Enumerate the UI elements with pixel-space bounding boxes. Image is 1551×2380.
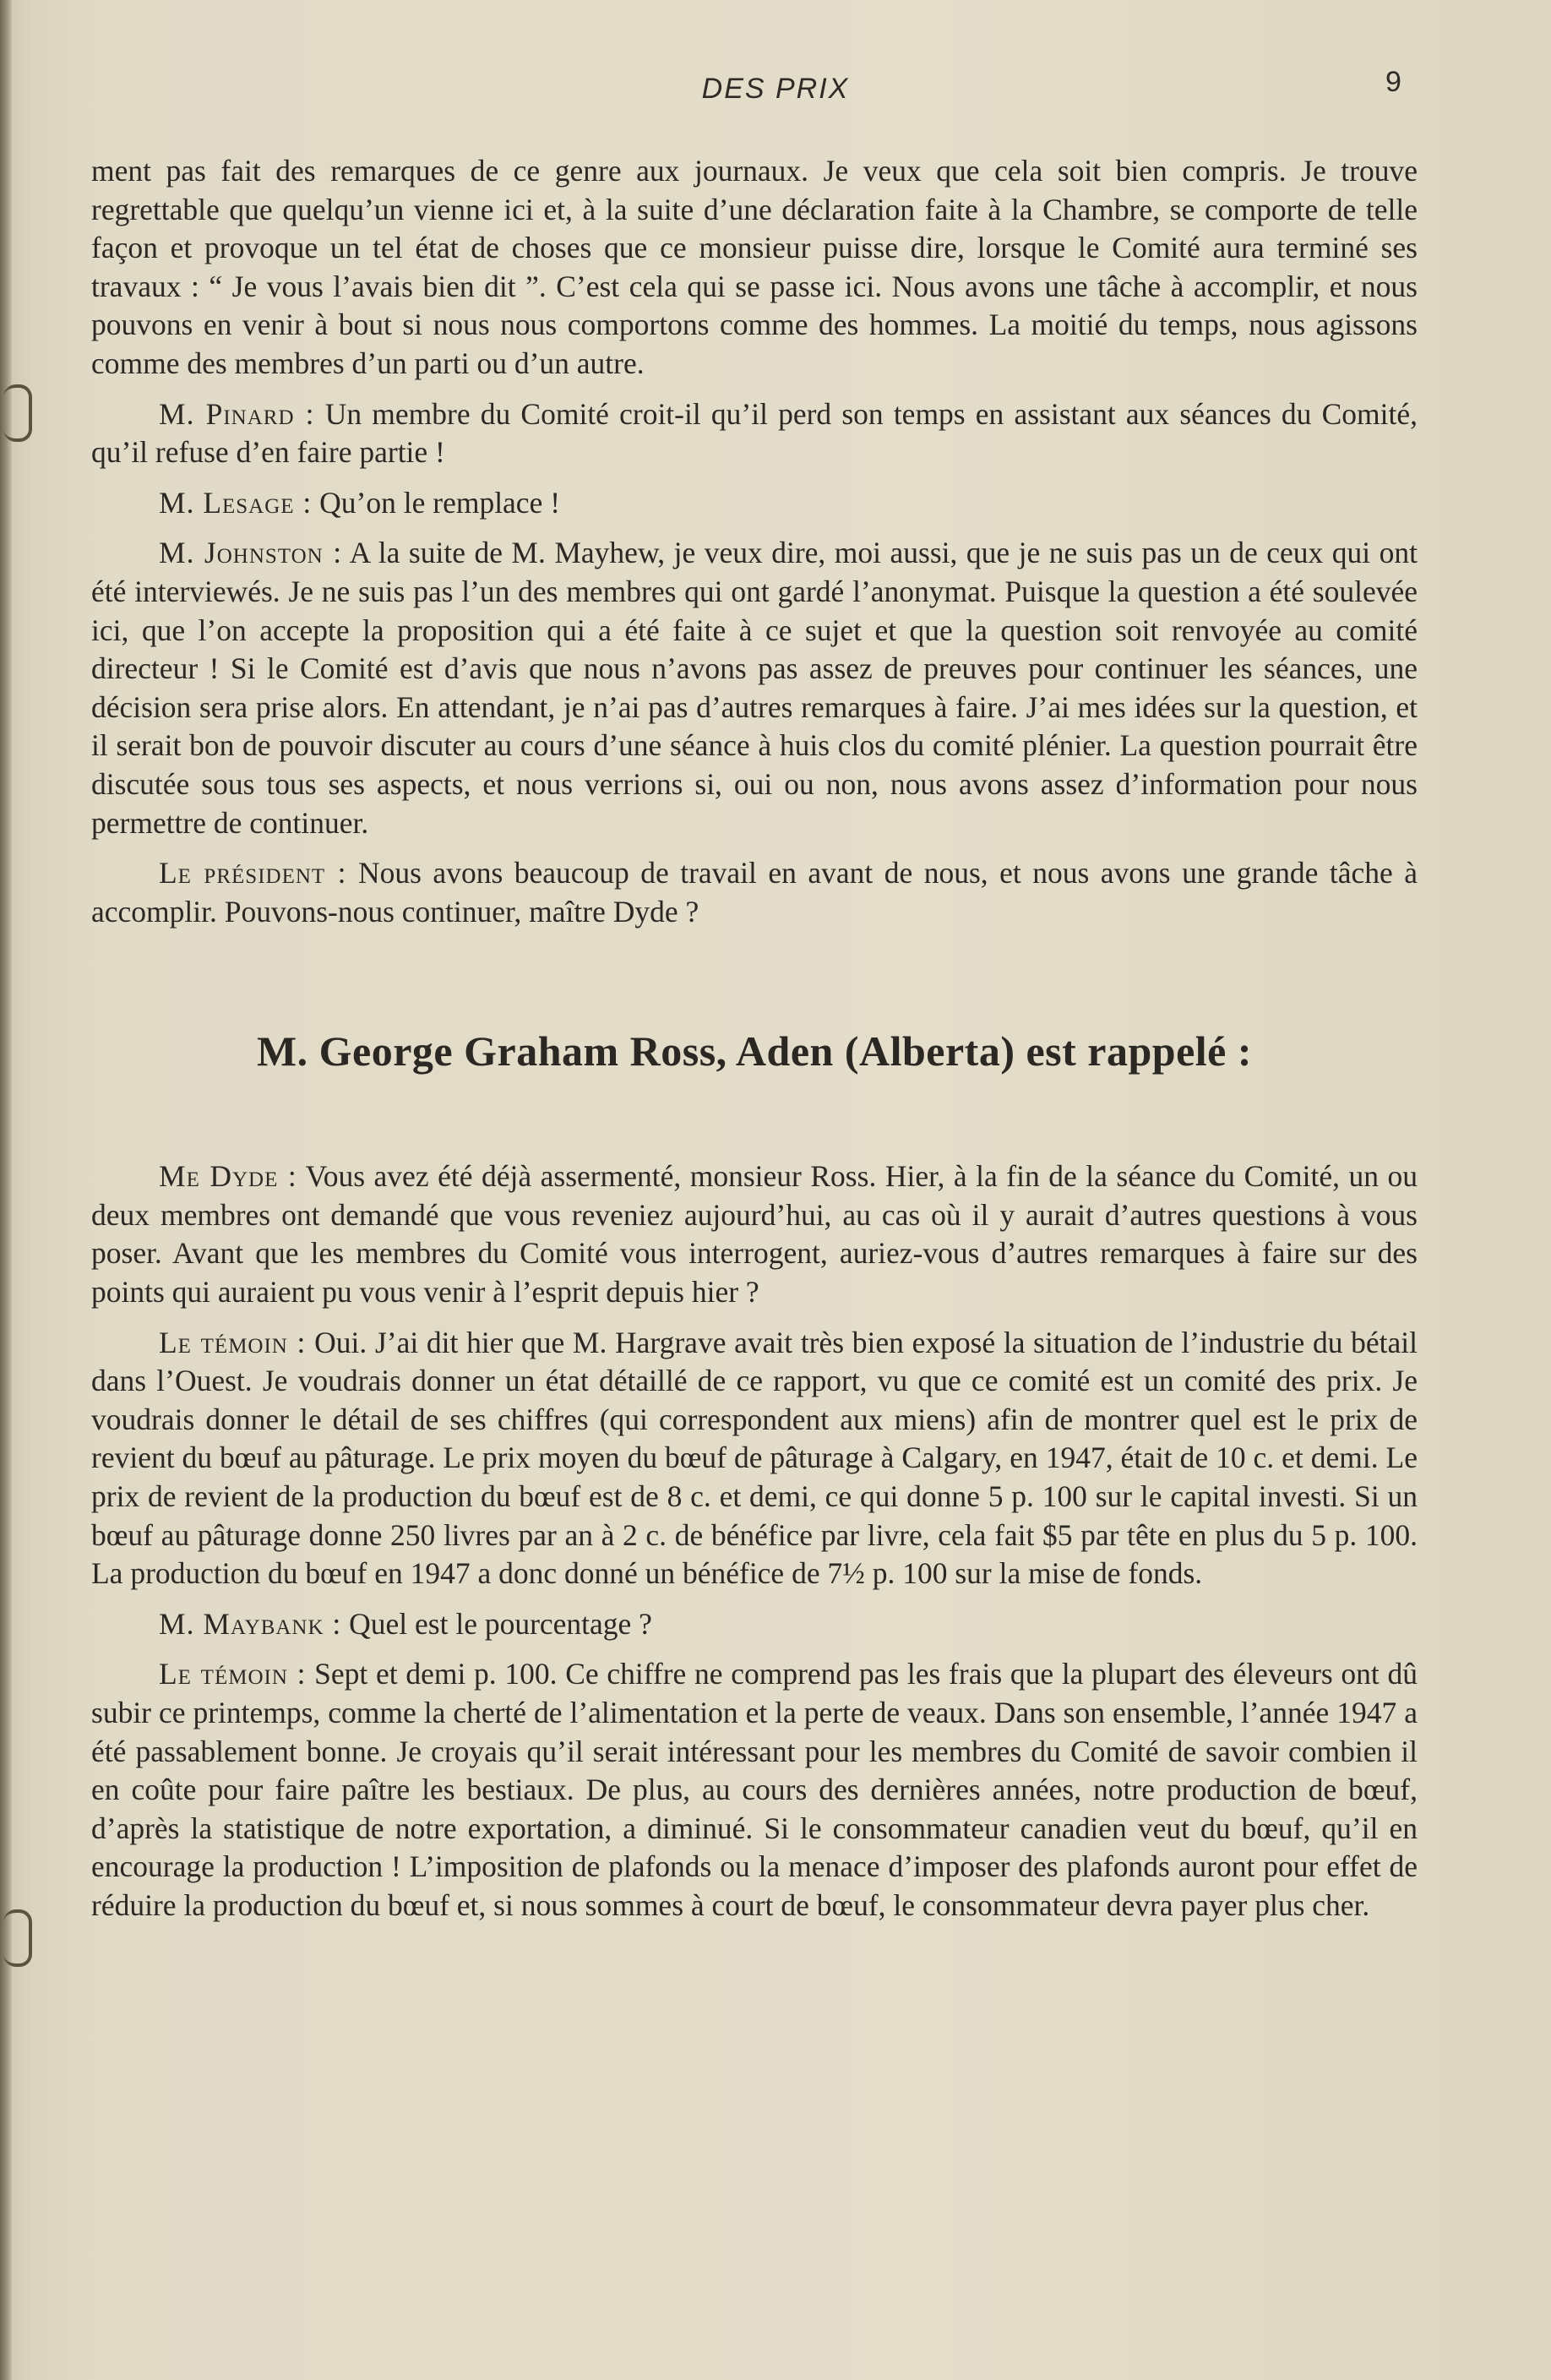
speaker-label: Le témoin :	[159, 1325, 307, 1359]
binding-ring	[3, 1909, 32, 1967]
paragraph	[91, 1324, 1418, 1593]
page-number: 9	[1385, 66, 1401, 98]
paragraph	[91, 854, 1418, 931]
speaker-label: Le témoin :	[159, 1657, 307, 1691]
paragraph	[91, 1655, 1418, 1925]
paragraph	[91, 395, 1418, 472]
paragraph	[91, 484, 1418, 523]
paragraph	[91, 1157, 1418, 1311]
paragraph	[91, 534, 1418, 842]
binding-edge	[0, 0, 12, 2380]
running-head: DES PRIX	[701, 73, 850, 105]
paragraph-text: Quel est le pourcentage ?	[349, 1606, 652, 1641]
speaker-label: M. Pinard :	[159, 396, 315, 431]
paragraph-text: Oui. J’ai dit hier que M. Hargrave avait très bien exposé la situation de l’industrie du bétail dans l’Ouest. Je voudrais donner un état détaillé de ce rapport, vu que ce comité est un comité des prix. Je voudrais donner le détail de ses chiffres (qui correspondent aux miens) afin de montrer quel est le prix de revient du bœuf au pâturage. Le prix moyen du bœuf de pâturage à Calgary, en 1947, était de 10 c. et demi. Le prix de revient de la production du bœuf est de 8 c. et demi, ce qui donne 5 p. 100 sur le capital investi. Si un bœuf au pâturage donne 250 livres par an à 2 c. de bénéfice par livre, cela fait $5 par tête en plus du 5 p. 100. La production du bœuf en 1947 a donc donné un bénéfice de 7½ p. 100 sur la mise de fonds.	[91, 1325, 1418, 1591]
speaker-label: M. Johnston :	[159, 536, 343, 570]
paragraph-text: Nous avons beaucoup de travail en avant de nous, et nous avons une grande tâche à accomplir. Pouvons-nous continuer, maître Dyde ?	[91, 856, 1418, 929]
speaker-label: M. Lesage :	[159, 485, 313, 520]
paragraph-text: Qu’on le remplace !	[319, 485, 561, 520]
paragraph	[91, 152, 1418, 384]
paragraph-text: ment pas fait des remarques de ce genre aux journaux. Je veux que cela soit bien compris. Je trouve regrettable que quelqu’un vienne ici et, à la suite d’une déclaration faite à la Chambre, se comporte de telle façon et provoque un tel état de choses que ce monsieur puisse dire, lorsque le Comité aura terminé ses travaux : “ Je vous l’avais bien dit ”. C’est cela qui se passe ici. Nous avons une tâche à accomplir, et nous pouvons en venir à bout si nous nous comportons comme des hommes. La moitié du temps, nous agissons comme des membres d’un parti ou d’un autre.	[91, 154, 1418, 380]
section-heading: M. George Graham Ross, Aden (Alberta) est rappelé :	[256, 1027, 1253, 1076]
speaker-label: Le président :	[159, 856, 347, 890]
speaker-label: M. Maybank :	[159, 1606, 342, 1641]
paragraph-text: A la suite de M. Mayhew, je veux dire, moi aussi, que je ne suis pas un de ceux qui ont été interviewés. Je ne suis pas l’un des membres qui ont gardé l’anonymat. Puisque la question a été soulevée ici, que l’on accepte la proposition qui a été faite à ce sujet et que la question soit renvoyée au comité directeur ! Si le Comité est d’avis que nous n’avons pas assez de preuves pour continuer les séances, une décision sera prise alors. En attendant, je n’ai pas d’autres remarques à faire. J’ai mes idées sur la question, et il serait bon de pouvoir discuter au cours d’une séance à huis clos du comité plénier. La question pourrait être discutée sous tous ses aspects, et nous verrions si, oui ou non, nous avons assez d’information pour nous permettre de continuer.	[91, 536, 1418, 840]
paragraph-text: Vous avez été déjà assermenté, monsieur Ross. Hier, à la fin de la séance du Comité, un ou deux membres ont demandé que vous reveniez aujourd’hui, au cas où il y aurait d’autres questions à vous poser. Avant que les membres du Comité vous interrogent, auriez-vous d’autres remarques à faire sur des points qui auraient pu vous venir à l’esprit depuis hier ?	[91, 1159, 1418, 1310]
speaker-label: Me Dyde :	[159, 1159, 297, 1194]
page-body	[91, 152, 1418, 1937]
paragraph-text: Sept et demi p. 100. Ce chiffre ne comprend pas les frais que la plupart des éleveurs ont dû subir ce printemps, comme la cherté de l’alimentation et la perte de veaux. Dans son ensemble, l’année 1947 a été passablement bonne. Je croyais qu’il serait intéressant pour les membres du Comité de savoir combien il en coûte pour faire paître les bestiaux. De plus, au cours des dernières années, notre production de bœuf, d’après la statistique de notre exportation, a diminué. Si le consommateur canadien veut du bœuf, qu’il en encourage la production ! L’imposition de plafonds ou la menace d’imposer des plafonds auront pour effet de réduire la production du bœuf et, si nous sommes à court de bœuf, le consommateur devra payer plus cher.	[91, 1657, 1418, 1922]
paragraph-text: Un membre du Comité croit-il qu’il perd son temps en assistant aux séances du Comité, qu’il refuse d’en faire partie !	[91, 396, 1418, 470]
binding-ring	[3, 384, 32, 442]
paragraph	[91, 1605, 1418, 1644]
